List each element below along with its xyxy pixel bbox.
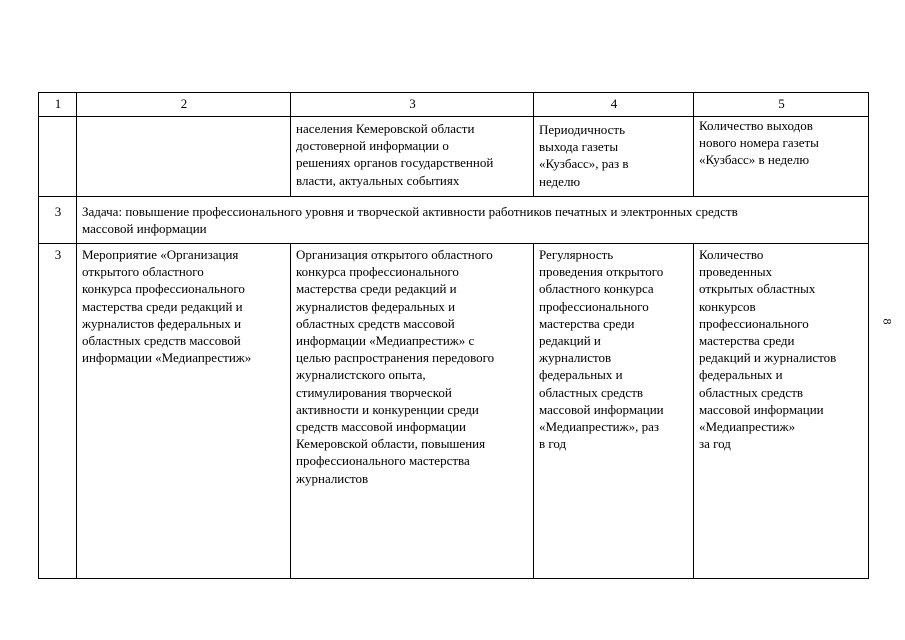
event-row	[39, 244, 869, 579]
continuation-description-cell: населения Кемеровской области достоверной информации о решениях органов государственной власти, актуальных событиях	[291, 117, 534, 197]
event-name-cell: Мероприятие «Организация открытого областного конкурса профессионального мастерства среди редакций и журналистов федеральных и областных средств массовой информации «Медиапрестиж»	[77, 244, 291, 579]
column-number-1: 1	[39, 93, 77, 117]
program-table	[38, 92, 869, 579]
task-text-cell: Задача: повышение профессионального уровня и творческой активности работников печатных и электронных средств массовой информации	[77, 197, 869, 244]
event-measure-cell: Количество проведенных открытых областных конкурсов профессионального мастерства среди редакций и журналистов федеральных и областных средств массовой информации «Медиапрестиж» за год	[694, 244, 869, 579]
page-number: 8	[880, 318, 895, 325]
continuation-number-cell	[39, 117, 77, 197]
task-number-cell: 3	[39, 197, 77, 244]
column-number-4: 4	[534, 93, 694, 117]
column-number-2: 2	[77, 93, 291, 117]
continuation-row	[39, 117, 869, 197]
event-indicator-cell: Регулярность проведения открытого областного конкурса профессионального мастерства среди редакций и журналистов федеральных и областных средств массовой информации «Медиапрестиж», раз в год	[534, 244, 694, 579]
task-row	[39, 197, 869, 244]
event-number-cell: 3	[39, 244, 77, 579]
continuation-indicator-cell: Периодичность выхода газеты «Кузбасс», раз в неделю	[534, 117, 694, 197]
column-number-row	[39, 93, 869, 117]
column-number-5: 5	[694, 93, 869, 117]
column-number-3: 3	[291, 93, 534, 117]
continuation-event-cell	[77, 117, 291, 197]
continuation-measure-cell: Количество выходов нового номера газеты «Кузбасс» в неделю	[694, 117, 869, 197]
event-description-cell: Организация открытого областного конкурса профессионального мастерства среди редакций и журналистов федеральных и областных средств массовой информации «Медиапрестиж» с целью распространения передового журналистского опыта, стимулирования творческой активности и конкуренции среди средств массовой информации Кемеровской области, повышения профессионального мастерства журналистов	[291, 244, 534, 579]
